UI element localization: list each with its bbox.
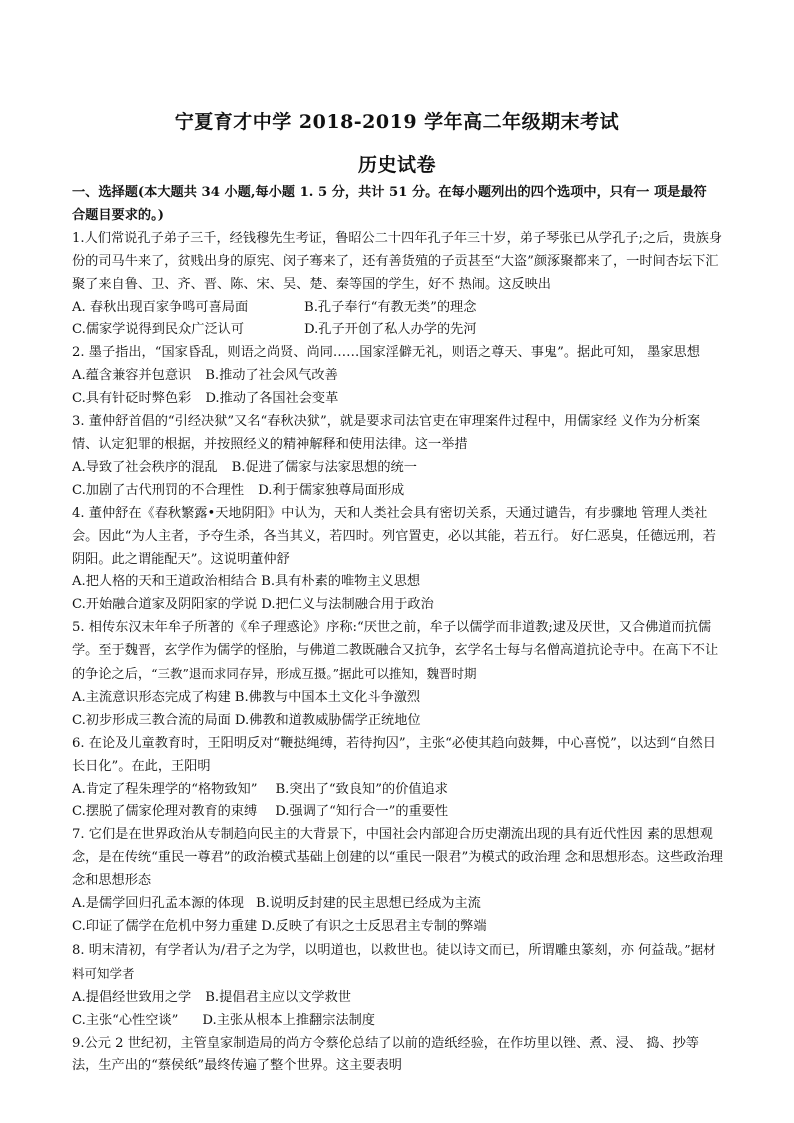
exam-title: 宁夏育才中学 2018-2019 学年高二年级期末考试 — [174, 111, 620, 133]
question-8 — [72, 939, 724, 1033]
question-9 — [72, 1033, 724, 1079]
exam-content — [72, 182, 724, 1078]
question-stem — [72, 617, 724, 687]
option-d: D.反映了有识之士反思君主专制的弊端 — [261, 919, 487, 934]
option-a: A.导致了社会秩序的混乱 — [72, 459, 218, 475]
question-6 — [72, 733, 724, 825]
section-heading-line2: 合题目要求的。) — [72, 207, 164, 223]
option-c: C.加剧了古代刑罚的不合理性 — [72, 482, 245, 498]
options-row — [72, 457, 724, 480]
option-a: A.提倡经世致用之学 — [72, 989, 192, 1005]
option-b: B.促进了儒家与法家思想的统一 — [231, 459, 417, 475]
options-row — [72, 297, 724, 320]
options-row — [72, 594, 724, 617]
options-row — [72, 571, 724, 594]
question-stem: 4. 董仲舒在《春秋繁露•天地阴阳》中认为，天和人类社会具有密切关系，天通过谴告，有步骤地 管理人类社会。因此“为人主者，予夺生杀，各当其义，若四时。列官置吏，必以其能，若五行。 好仁恶臭，任德远刑，若阴阳。此之谓能配天”。这说明董仲舒 — [72, 505, 716, 567]
option-a: A. 春秋出现百家争鸣可喜局面 — [72, 299, 249, 315]
options-row — [72, 779, 724, 802]
option-d: D.把仁义与法制融合用于政治 — [261, 597, 434, 613]
question-stem-tail: “三教”退而求同存异，形成互摄。”据此可以推知，魏晋时期 — [151, 666, 477, 682]
option-a: A.蕴含兼容并包意识 — [72, 368, 192, 384]
option-c: C.印证了儒学在危机中努力重建 — [72, 919, 258, 934]
question-stem: 7. 它们是在世界政治从专制趋向民主的大背景下，中国社会内部迎合历史潮流出现的具有近代性因 素的思想观念，是在传统“重民一尊君”的政治模式基础上创建的以“重民一限君”为模式的政治理 念和思想形态。这些政治理念和思想形态 — [72, 827, 723, 889]
options-row — [72, 916, 724, 939]
option-c: C.初步形成三教合流的局面 — [72, 712, 231, 728]
question-stem-tail: ”据材料可知学者 — [72, 941, 716, 981]
option-c: C.主张“心性空谈” — [72, 1012, 179, 1028]
option-d: D.佛教和道教威胁儒学正统地位 — [234, 712, 421, 728]
option-d: D.推动了各国社会变革 — [205, 391, 339, 407]
options-row — [72, 710, 724, 733]
section-heading — [72, 182, 724, 228]
option-a: A.主流意识形态完成了构建 — [72, 689, 231, 705]
option-a: A.肯定了程朱理学的“格物致知” — [72, 781, 258, 797]
question-stem: 1.人们常说孔子弟子三千，经钱穆先生考证，鲁昭公二十四年孔子年三十岁，弟子琴张已从学孔子;之后，贵族身份的司马牛来了，贫贱出身的原宪、闵子骞来了，还有善货殖的子贡甚至“大盗”颜涿聚都来了，一时间杏坛下汇聚了来自鲁、卫、齐、晋、陈、宋、吴、楚、秦等国的学生，好不 热闹。这反映出 — [72, 230, 723, 292]
options-row — [72, 801, 724, 824]
exam-subtitle: 历史试卷 — [357, 154, 436, 176]
question-5 — [72, 617, 724, 733]
options-row — [72, 687, 724, 710]
option-d: D.利于儒家独尊局面形成 — [258, 482, 405, 498]
option-b: B.推动了社会风气改善 — [205, 368, 338, 384]
options-row — [72, 365, 724, 388]
question-3 — [72, 411, 724, 503]
question-stem: 9.公元 2 世纪初，主管皇家制造局的尚方令蔡伦总结了以前的造纸经验，在作坊里以锉、煮、浸、 捣、抄等法，生产出的“蔡侯纸”最终传遍了整个世界。这主要表明 — [72, 1035, 699, 1074]
option-c: C.开始融合道家及阴阳家的学说 — [72, 597, 258, 613]
question-2 — [72, 342, 724, 411]
option-d: D.孔子开创了私人办学的先河 — [304, 322, 477, 338]
option-d: D.主张从根本上推翻宗法制度 — [202, 1012, 375, 1028]
question-stem — [72, 939, 724, 987]
option-b: B.佛教与中国本土文化斗争激烈 — [234, 689, 421, 705]
option-c: C.摆脱了儒家伦理对教育的束缚 — [72, 804, 258, 820]
option-b: B.突出了“致良知”的价值追求 — [275, 781, 448, 797]
option-a: A.是儒学回归孔孟本源的体现 — [72, 896, 244, 912]
question-4 — [72, 503, 724, 618]
question-stem-main: 5. 相传东汉末年牟子所著的《牟子理惑论》序称:“厌世之前，牟子以儒学而非道教;逮及厌世，又合佛道而抗儒学。至于魏晋，玄学作为儒学的怪胎，与佛道二教既融合又抗争，玄学名士每与名僧高道抗论寺中。在高下不让的争论之后， — [72, 620, 719, 683]
option-c: C.儒家学说得到民众广泛认可 — [72, 322, 245, 338]
options-row — [72, 1010, 724, 1033]
options-row — [72, 987, 724, 1010]
option-a: A.把人格的天和王道政治相结合 — [72, 574, 258, 590]
question-7 — [72, 824, 724, 939]
option-b: B.提倡君主应以文学救世 — [205, 989, 351, 1005]
option-d: D.强调了“知行合一”的重要性 — [275, 804, 449, 820]
question-stem-main: 8. 明末清初，有学者认为/君子之为学，以明道也，以救世也。徒以诗文而已，所谓雕虫篆刻，亦 何益哉。 — [72, 942, 685, 958]
option-b: B.具有朴素的唯物主义思想 — [261, 574, 421, 590]
options-row — [72, 480, 724, 503]
option-b: B.孔子奉行“有教无类”的理念 — [304, 299, 477, 315]
section-heading-line1: 一、选择题(本大题共 34 小题,每小题 1. 5 分，共计 51 分。在每小题列出的四个选项中，只有一 项是最符 — [72, 185, 707, 200]
option-b: B.说明反封建的民主思想已经成为主流 — [255, 896, 481, 912]
question-1 — [72, 228, 724, 343]
options-row — [72, 319, 724, 342]
options-row — [72, 893, 724, 916]
options-row — [72, 388, 724, 411]
option-c: C.具有针砭时弊色彩 — [72, 391, 192, 407]
question-stem: 6. 在论及儿童教育时，王阳明反对“鞭挞绳缚，若待拘囚”，主张“必使其趋向鼓舞，中心喜悦”，以达到“自然日长日化”。在此，王阳明 — [72, 735, 716, 774]
question-stem: 3. 董仲舒首倡的“引经决狱”又名“春秋决狱”，就是要求司法官吏在审理案件过程中，用儒家经 义作为分析案情、认定犯罪的根据，并按照经义的精神解释和使用法律。这一举措 — [72, 414, 701, 452]
question-stem: 2. 墨子指出，“国家昏乱，则语之尚贤、尚同……国家淫僻无礼，则语之尊天、事鬼”。据此可知， 墨家思想 — [72, 345, 700, 361]
